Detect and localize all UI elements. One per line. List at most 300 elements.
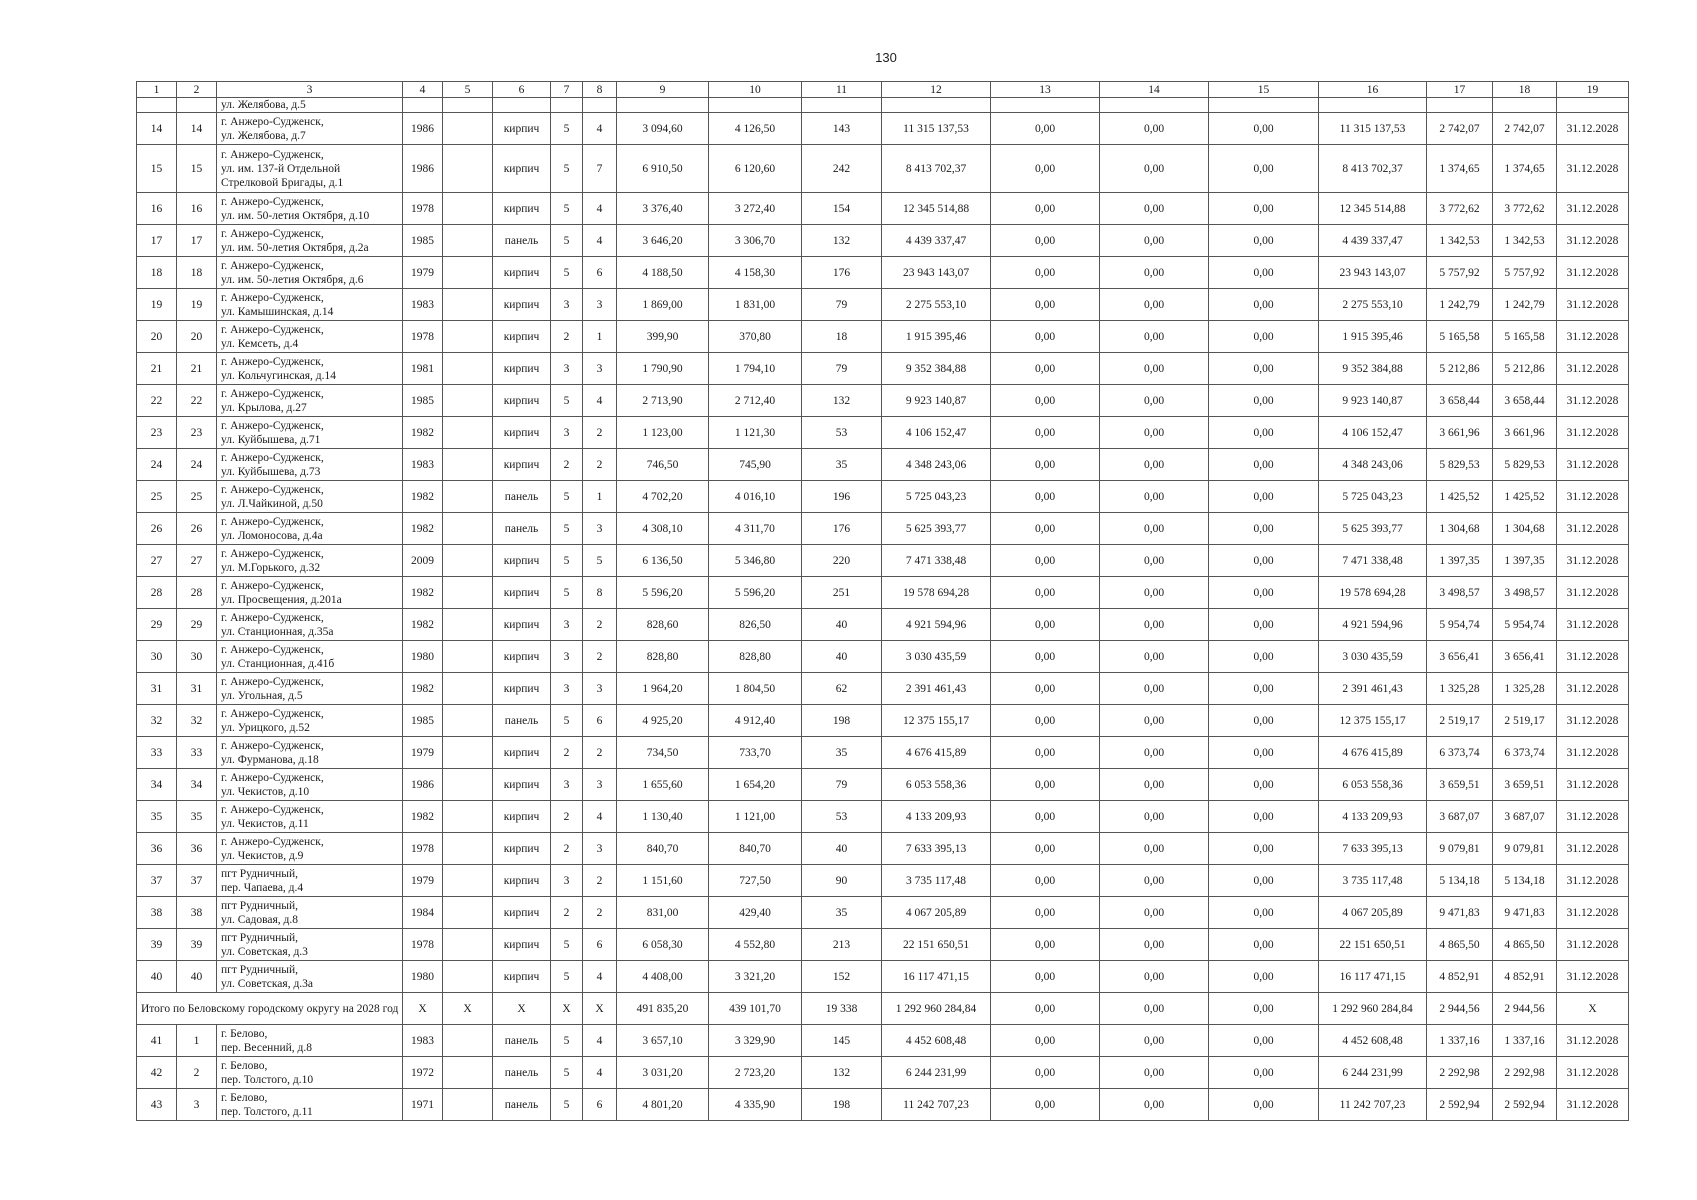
material-cell: кирпич — [493, 673, 551, 705]
year-cell: 1982 — [403, 673, 443, 705]
address-line: ул. Садовая, д.8 — [221, 913, 299, 926]
address-line: пгт Рудничный, — [221, 899, 299, 912]
address-line: г. Анжеро-Судженск, — [221, 771, 324, 784]
residents-cell: 35 — [802, 897, 882, 929]
total-area-cell: 399,90 — [617, 321, 709, 353]
col15-cell: 0,00 — [1209, 1089, 1319, 1121]
residents-cell: 79 — [802, 769, 882, 801]
col17-cell: 3 498,57 — [1427, 577, 1493, 609]
living-area-cell: 4 335,90 — [709, 1089, 802, 1121]
total-area-cell: 4 801,20 — [617, 1089, 709, 1121]
total-area-cell: 1 151,60 — [617, 865, 709, 897]
col13-cell: 0,00 — [991, 513, 1100, 545]
col5-cell — [443, 1089, 493, 1121]
col5-cell — [443, 225, 493, 257]
cost-cell: 4 452 608,48 — [882, 1025, 991, 1057]
cell — [709, 98, 802, 113]
col16-cell: 12 375 155,17 — [1319, 705, 1427, 737]
cost-cell: 7 633 395,13 — [882, 833, 991, 865]
col18-cell: 9 471,83 — [1493, 897, 1557, 929]
col15-cell: 0,00 — [1209, 673, 1319, 705]
date-cell: 31.12.2028 — [1557, 897, 1629, 929]
cost-cell: 4 348 243,06 — [882, 449, 991, 481]
header-row — [137, 82, 1629, 98]
cell — [443, 98, 493, 113]
cell — [617, 98, 709, 113]
address-line: ул. Станционная, д.41б — [221, 657, 335, 670]
col15-cell: 0,00 — [1209, 113, 1319, 145]
residents-cell: 143 — [802, 113, 882, 145]
col14-cell: 0,00 — [1100, 1089, 1209, 1121]
address-cell — [217, 1089, 403, 1121]
column-header: 6 — [493, 82, 551, 98]
entrances-cell: 6 — [583, 257, 617, 289]
cell — [1427, 98, 1493, 113]
entrances-cell: 3 — [583, 673, 617, 705]
material-cell: кирпич — [493, 545, 551, 577]
living-area-cell: 2 712,40 — [709, 385, 802, 417]
material-cell: кирпич — [493, 193, 551, 225]
total-area9-cell: 491 835,20 — [617, 993, 709, 1025]
col16-cell: 5 625 393,77 — [1319, 513, 1427, 545]
table-row — [137, 417, 1629, 449]
entrances-cell: 4 — [583, 961, 617, 993]
living-area-cell: 4 158,30 — [709, 257, 802, 289]
material-cell: кирпич — [493, 113, 551, 145]
local-number-cell: 14 — [177, 113, 217, 145]
cost-cell: 9 923 140,87 — [882, 385, 991, 417]
residents-cell: 40 — [802, 641, 882, 673]
col15-cell: 0,00 — [1209, 737, 1319, 769]
col14-cell: 0,00 — [1100, 225, 1209, 257]
col17-cell: 1 397,35 — [1427, 545, 1493, 577]
entrances-cell: 6 — [583, 705, 617, 737]
col13-cell: 0,00 — [991, 193, 1100, 225]
col14-cell: 0,00 — [1100, 929, 1209, 961]
floors-cell: 3 — [551, 417, 583, 449]
address-cell — [217, 577, 403, 609]
address-line: г. Анжеро-Судженск, — [221, 419, 324, 432]
cell — [1493, 98, 1557, 113]
year-cell: 1983 — [403, 289, 443, 321]
col16-cell: 6 244 231,99 — [1319, 1057, 1427, 1089]
col17-cell: 3 661,96 — [1427, 417, 1493, 449]
cost-cell: 11 315 137,53 — [882, 113, 991, 145]
address-cell — [217, 225, 403, 257]
total-area-cell: 6 910,50 — [617, 145, 709, 193]
col18-cell: 6 373,74 — [1493, 737, 1557, 769]
cost-cell: 6 053 558,36 — [882, 769, 991, 801]
date-cell: 31.12.2028 — [1557, 801, 1629, 833]
floors-cell: 5 — [551, 577, 583, 609]
table-row — [137, 289, 1629, 321]
col13-cell: 0,00 — [991, 1057, 1100, 1089]
col15-cell: 0,00 — [1209, 193, 1319, 225]
address-cell — [217, 801, 403, 833]
address-cell — [217, 289, 403, 321]
local-number-cell: 25 — [177, 481, 217, 513]
year-cell: 1986 — [403, 145, 443, 193]
address-line: ул. Чекистов, д.9 — [221, 849, 304, 862]
floors-cell: 5 — [551, 385, 583, 417]
date-cell: 31.12.2028 — [1557, 257, 1629, 289]
material-cell: кирпич — [493, 353, 551, 385]
cost-cell: 5 725 043,23 — [882, 481, 991, 513]
col14-cell: 0,00 — [1100, 769, 1209, 801]
floors-cell: 3 — [551, 641, 583, 673]
row-number-cell: 42 — [137, 1057, 177, 1089]
col15-cell: 0,00 — [1209, 609, 1319, 641]
address-line: ул. Л.Чайкиной, д.50 — [221, 497, 323, 510]
total-area-cell: 746,50 — [617, 449, 709, 481]
year-cell: 1983 — [403, 1025, 443, 1057]
col18-cell: 3 661,96 — [1493, 417, 1557, 449]
address-line: ул. им. 137-й Отдельной — [221, 162, 341, 175]
address-line: г. Анжеро-Судженск, — [221, 259, 324, 272]
total-c17-cell: 2 944,56 — [1427, 993, 1493, 1025]
total-area-cell: 5 596,20 — [617, 577, 709, 609]
total-area-cell: 3 657,10 — [617, 1025, 709, 1057]
entrances-cell: 2 — [583, 417, 617, 449]
col5-cell — [443, 609, 493, 641]
address-cell — [217, 113, 403, 145]
residents-cell: 196 — [802, 481, 882, 513]
col14-cell: 0,00 — [1100, 609, 1209, 641]
living-area-cell: 828,80 — [709, 641, 802, 673]
cell — [1319, 98, 1427, 113]
material-cell: панель — [493, 1025, 551, 1057]
floors-cell: 5 — [551, 225, 583, 257]
address-line: пгт Рудничный, — [221, 963, 299, 976]
row-number-cell: 43 — [137, 1089, 177, 1121]
row-number-cell: 22 — [137, 385, 177, 417]
entrances-cell: 3 — [583, 833, 617, 865]
address-line: г. Белово, — [221, 1027, 268, 1040]
material-cell: кирпич — [493, 833, 551, 865]
col16-cell: 4 348 243,06 — [1319, 449, 1427, 481]
col14-cell: 0,00 — [1100, 705, 1209, 737]
date-cell: 31.12.2028 — [1557, 321, 1629, 353]
col13-cell: 0,00 — [991, 897, 1100, 929]
cost-cell: 4 676 415,89 — [882, 737, 991, 769]
col14-cell: 0,00 — [1100, 737, 1209, 769]
col15-cell: 0,00 — [1209, 417, 1319, 449]
col16-cell: 4 067 205,89 — [1319, 897, 1427, 929]
table-row — [137, 353, 1629, 385]
entrances-cell: 4 — [583, 113, 617, 145]
col18-cell: 1 304,68 — [1493, 513, 1557, 545]
table-row — [137, 833, 1629, 865]
living-area-cell: 5 596,20 — [709, 577, 802, 609]
entrances-cell: 1 — [583, 481, 617, 513]
row-number-cell: 40 — [137, 961, 177, 993]
floors-cell: 5 — [551, 145, 583, 193]
row-number-cell: 39 — [137, 929, 177, 961]
floors-cell: 2 — [551, 737, 583, 769]
entrances-cell: 2 — [583, 897, 617, 929]
column-header: 12 — [882, 82, 991, 98]
col15-cell: 0,00 — [1209, 321, 1319, 353]
col16-cell: 19 578 694,28 — [1319, 577, 1427, 609]
address-cell — [217, 737, 403, 769]
local-number-cell: 40 — [177, 961, 217, 993]
address-line: г. Анжеро-Судженск, — [221, 195, 324, 208]
col16-cell: 2 391 461,43 — [1319, 673, 1427, 705]
address-line: г. Анжеро-Судженск, — [221, 483, 324, 496]
residents-cell: 35 — [802, 737, 882, 769]
col13-cell: 0,00 — [991, 257, 1100, 289]
total-area-cell: 3 646,20 — [617, 225, 709, 257]
col13-cell: 0,00 — [991, 801, 1100, 833]
year-cell: 1982 — [403, 609, 443, 641]
living-area-cell: 370,80 — [709, 321, 802, 353]
local-number-cell: 31 — [177, 673, 217, 705]
col13-cell: 0,00 — [991, 289, 1100, 321]
table-row — [137, 865, 1629, 897]
col18-cell: 1 337,16 — [1493, 1025, 1557, 1057]
table-row — [137, 193, 1629, 225]
table-row — [137, 609, 1629, 641]
col5-cell — [443, 737, 493, 769]
table-row — [137, 545, 1629, 577]
address-cell — [217, 353, 403, 385]
living-area-cell: 5 346,80 — [709, 545, 802, 577]
row-number-cell: 29 — [137, 609, 177, 641]
cell — [551, 98, 583, 113]
floors-cell: 5 — [551, 257, 583, 289]
living-area-cell: 3 306,70 — [709, 225, 802, 257]
entrances-cell: 4 — [583, 225, 617, 257]
col18-cell: 3 659,51 — [1493, 769, 1557, 801]
col17-cell: 5 134,18 — [1427, 865, 1493, 897]
cost-cell: 8 413 702,37 — [882, 145, 991, 193]
living-area-cell: 826,50 — [709, 609, 802, 641]
floors-cell: 2 — [551, 449, 583, 481]
address-cell — [217, 705, 403, 737]
year-cell: 1982 — [403, 801, 443, 833]
residents-cell: 198 — [802, 705, 882, 737]
col14-cell: 0,00 — [1100, 385, 1209, 417]
col13-cell: 0,00 — [991, 929, 1100, 961]
address-cell — [217, 833, 403, 865]
col13-cell: 0,00 — [991, 833, 1100, 865]
total-area-cell: 734,50 — [617, 737, 709, 769]
table-row — [137, 513, 1629, 545]
total-area-cell: 4 308,10 — [617, 513, 709, 545]
material-cell: панель — [493, 705, 551, 737]
year-cell: 2009 — [403, 545, 443, 577]
column-header: 19 — [1557, 82, 1629, 98]
year-cell: 1982 — [403, 513, 443, 545]
col17-cell: 1 304,68 — [1427, 513, 1493, 545]
column-header: 11 — [802, 82, 882, 98]
col14-cell: 0,00 — [1100, 577, 1209, 609]
table-row — [137, 961, 1629, 993]
local-number-cell: 15 — [177, 145, 217, 193]
col14-cell: 0,00 — [1100, 1057, 1209, 1089]
col18-cell: 4 865,50 — [1493, 929, 1557, 961]
address-cell: ул. Желябова, д.5 — [217, 98, 403, 113]
col15-cell: 0,00 — [1209, 481, 1319, 513]
material-cell: кирпич — [493, 929, 551, 961]
col5-cell — [443, 257, 493, 289]
date-cell: 31.12.2028 — [1557, 289, 1629, 321]
col18-cell: 5 954,74 — [1493, 609, 1557, 641]
total-area-cell: 6 136,50 — [617, 545, 709, 577]
address-line: ул. им. 50-летия Октября, д.10 — [221, 209, 370, 222]
residents-cell: 53 — [802, 417, 882, 449]
col14-cell: 0,00 — [1100, 897, 1209, 929]
material-cell: панель — [493, 481, 551, 513]
col15-cell: 0,00 — [1209, 577, 1319, 609]
cost-cell: 2 275 553,10 — [882, 289, 991, 321]
local-number-cell: 2 — [177, 1057, 217, 1089]
year-cell: 1981 — [403, 353, 443, 385]
entrances-cell: 4 — [583, 193, 617, 225]
residents-cell: 79 — [802, 289, 882, 321]
col17-cell: 2 292,98 — [1427, 1057, 1493, 1089]
date-cell: 31.12.2028 — [1557, 961, 1629, 993]
residents-cell: 152 — [802, 961, 882, 993]
col16-cell: 11 242 707,23 — [1319, 1089, 1427, 1121]
col13-cell: 0,00 — [991, 113, 1100, 145]
col15-cell: 0,00 — [1209, 897, 1319, 929]
col17-cell: 5 212,86 — [1427, 353, 1493, 385]
row-number-cell: 15 — [137, 145, 177, 193]
address-cell — [217, 513, 403, 545]
floors-cell: 2 — [551, 833, 583, 865]
address-line: г. Анжеро-Судженск, — [221, 675, 324, 688]
address-cell — [217, 545, 403, 577]
table-row — [137, 113, 1629, 145]
total-area-cell: 1 130,40 — [617, 801, 709, 833]
address-line: г. Анжеро-Судженск, — [221, 643, 324, 656]
address-line: г. Анжеро-Судженск, — [221, 547, 324, 560]
col17-cell: 2 742,07 — [1427, 113, 1493, 145]
entrances-cell: 4 — [583, 1025, 617, 1057]
year-cell: 1971 — [403, 1089, 443, 1121]
column-header: 10 — [709, 82, 802, 98]
col16-cell: 4 106 152,47 — [1319, 417, 1427, 449]
table-row — [137, 929, 1629, 961]
material-cell: кирпич — [493, 449, 551, 481]
entrances-cell: 3 — [583, 513, 617, 545]
col5-cell — [443, 1057, 493, 1089]
year-cell: 1986 — [403, 113, 443, 145]
material-cell: кирпич — [493, 417, 551, 449]
living-area-cell: 1 804,50 — [709, 673, 802, 705]
date-cell: 31.12.2028 — [1557, 417, 1629, 449]
col16-cell: 16 117 471,15 — [1319, 961, 1427, 993]
local-number-cell: 30 — [177, 641, 217, 673]
floors-cell: 3 — [551, 353, 583, 385]
col17-cell: 4 852,91 — [1427, 961, 1493, 993]
total-area-cell: 3 376,40 — [617, 193, 709, 225]
living-area-cell: 6 120,60 — [709, 145, 802, 193]
floors-cell: 5 — [551, 193, 583, 225]
address-cell — [217, 449, 403, 481]
living-area-cell: 4 311,70 — [709, 513, 802, 545]
cost-cell: 11 242 707,23 — [882, 1089, 991, 1121]
cost-cell: 22 151 650,51 — [882, 929, 991, 961]
col17-cell: 1 425,52 — [1427, 481, 1493, 513]
table-row — [137, 641, 1629, 673]
total-area-cell: 4 188,50 — [617, 257, 709, 289]
floors-cell: 5 — [551, 113, 583, 145]
col5-cell — [443, 417, 493, 449]
col5-cell — [443, 833, 493, 865]
row-number-cell: 18 — [137, 257, 177, 289]
total-area-cell: 3 094,60 — [617, 113, 709, 145]
col18-cell: 2 519,17 — [1493, 705, 1557, 737]
address-line: ул. Чекистов, д.10 — [221, 785, 310, 798]
col15-cell: 0,00 — [1209, 705, 1319, 737]
date-cell: 31.12.2028 — [1557, 545, 1629, 577]
local-number-cell: 23 — [177, 417, 217, 449]
cell — [493, 98, 551, 113]
date-cell: 31.12.2028 — [1557, 449, 1629, 481]
col14-cell: 0,00 — [1100, 289, 1209, 321]
total-area-cell: 1 790,90 — [617, 353, 709, 385]
col17-cell: 5 757,92 — [1427, 257, 1493, 289]
address-line: г. Анжеро-Судженск, — [221, 355, 324, 368]
col13-cell: 0,00 — [991, 865, 1100, 897]
entrances-cell: 3 — [583, 769, 617, 801]
cost-cell: 4 106 152,47 — [882, 417, 991, 449]
col5-cell — [443, 193, 493, 225]
address-cell — [217, 1025, 403, 1057]
year-cell: 1979 — [403, 737, 443, 769]
col15-cell: 0,00 — [1209, 929, 1319, 961]
row-number-cell: 23 — [137, 417, 177, 449]
material-cell: кирпич — [493, 577, 551, 609]
total-c13-cell: 0,00 — [991, 993, 1100, 1025]
column-header: 15 — [1209, 82, 1319, 98]
row-number-cell: 16 — [137, 193, 177, 225]
living-area-cell: 3 329,90 — [709, 1025, 802, 1057]
cost-cell: 19 578 694,28 — [882, 577, 991, 609]
cost-cell: 4 133 209,93 — [882, 801, 991, 833]
local-number-cell: 37 — [177, 865, 217, 897]
row-number-cell: 17 — [137, 225, 177, 257]
cell — [991, 98, 1100, 113]
row-number-cell: 28 — [137, 577, 177, 609]
table-row — [137, 673, 1629, 705]
table-row — [137, 321, 1629, 353]
address-line: ул. Куйбышева, д.73 — [221, 465, 321, 478]
material-cell: панель — [493, 1057, 551, 1089]
entrances-cell: 6 — [583, 1089, 617, 1121]
material-cell: кирпич — [493, 385, 551, 417]
table-row — [137, 1089, 1629, 1121]
local-number-cell: 20 — [177, 321, 217, 353]
column-header: 3 — [217, 82, 403, 98]
col18-cell: 1 242,79 — [1493, 289, 1557, 321]
cost-cell: 12 375 155,17 — [882, 705, 991, 737]
col5-cell — [443, 801, 493, 833]
col13-cell: 0,00 — [991, 417, 1100, 449]
address-cell — [217, 145, 403, 193]
col14-cell: 0,00 — [1100, 481, 1209, 513]
row-number-cell: 33 — [137, 737, 177, 769]
address-cell — [217, 769, 403, 801]
address-line: ул. Фурманова, д.18 — [221, 753, 319, 766]
col18-cell: 5 829,53 — [1493, 449, 1557, 481]
material-cell: кирпич — [493, 145, 551, 193]
col14-cell: 0,00 — [1100, 833, 1209, 865]
date-cell: 31.12.2028 — [1557, 705, 1629, 737]
local-number-cell: 29 — [177, 609, 217, 641]
